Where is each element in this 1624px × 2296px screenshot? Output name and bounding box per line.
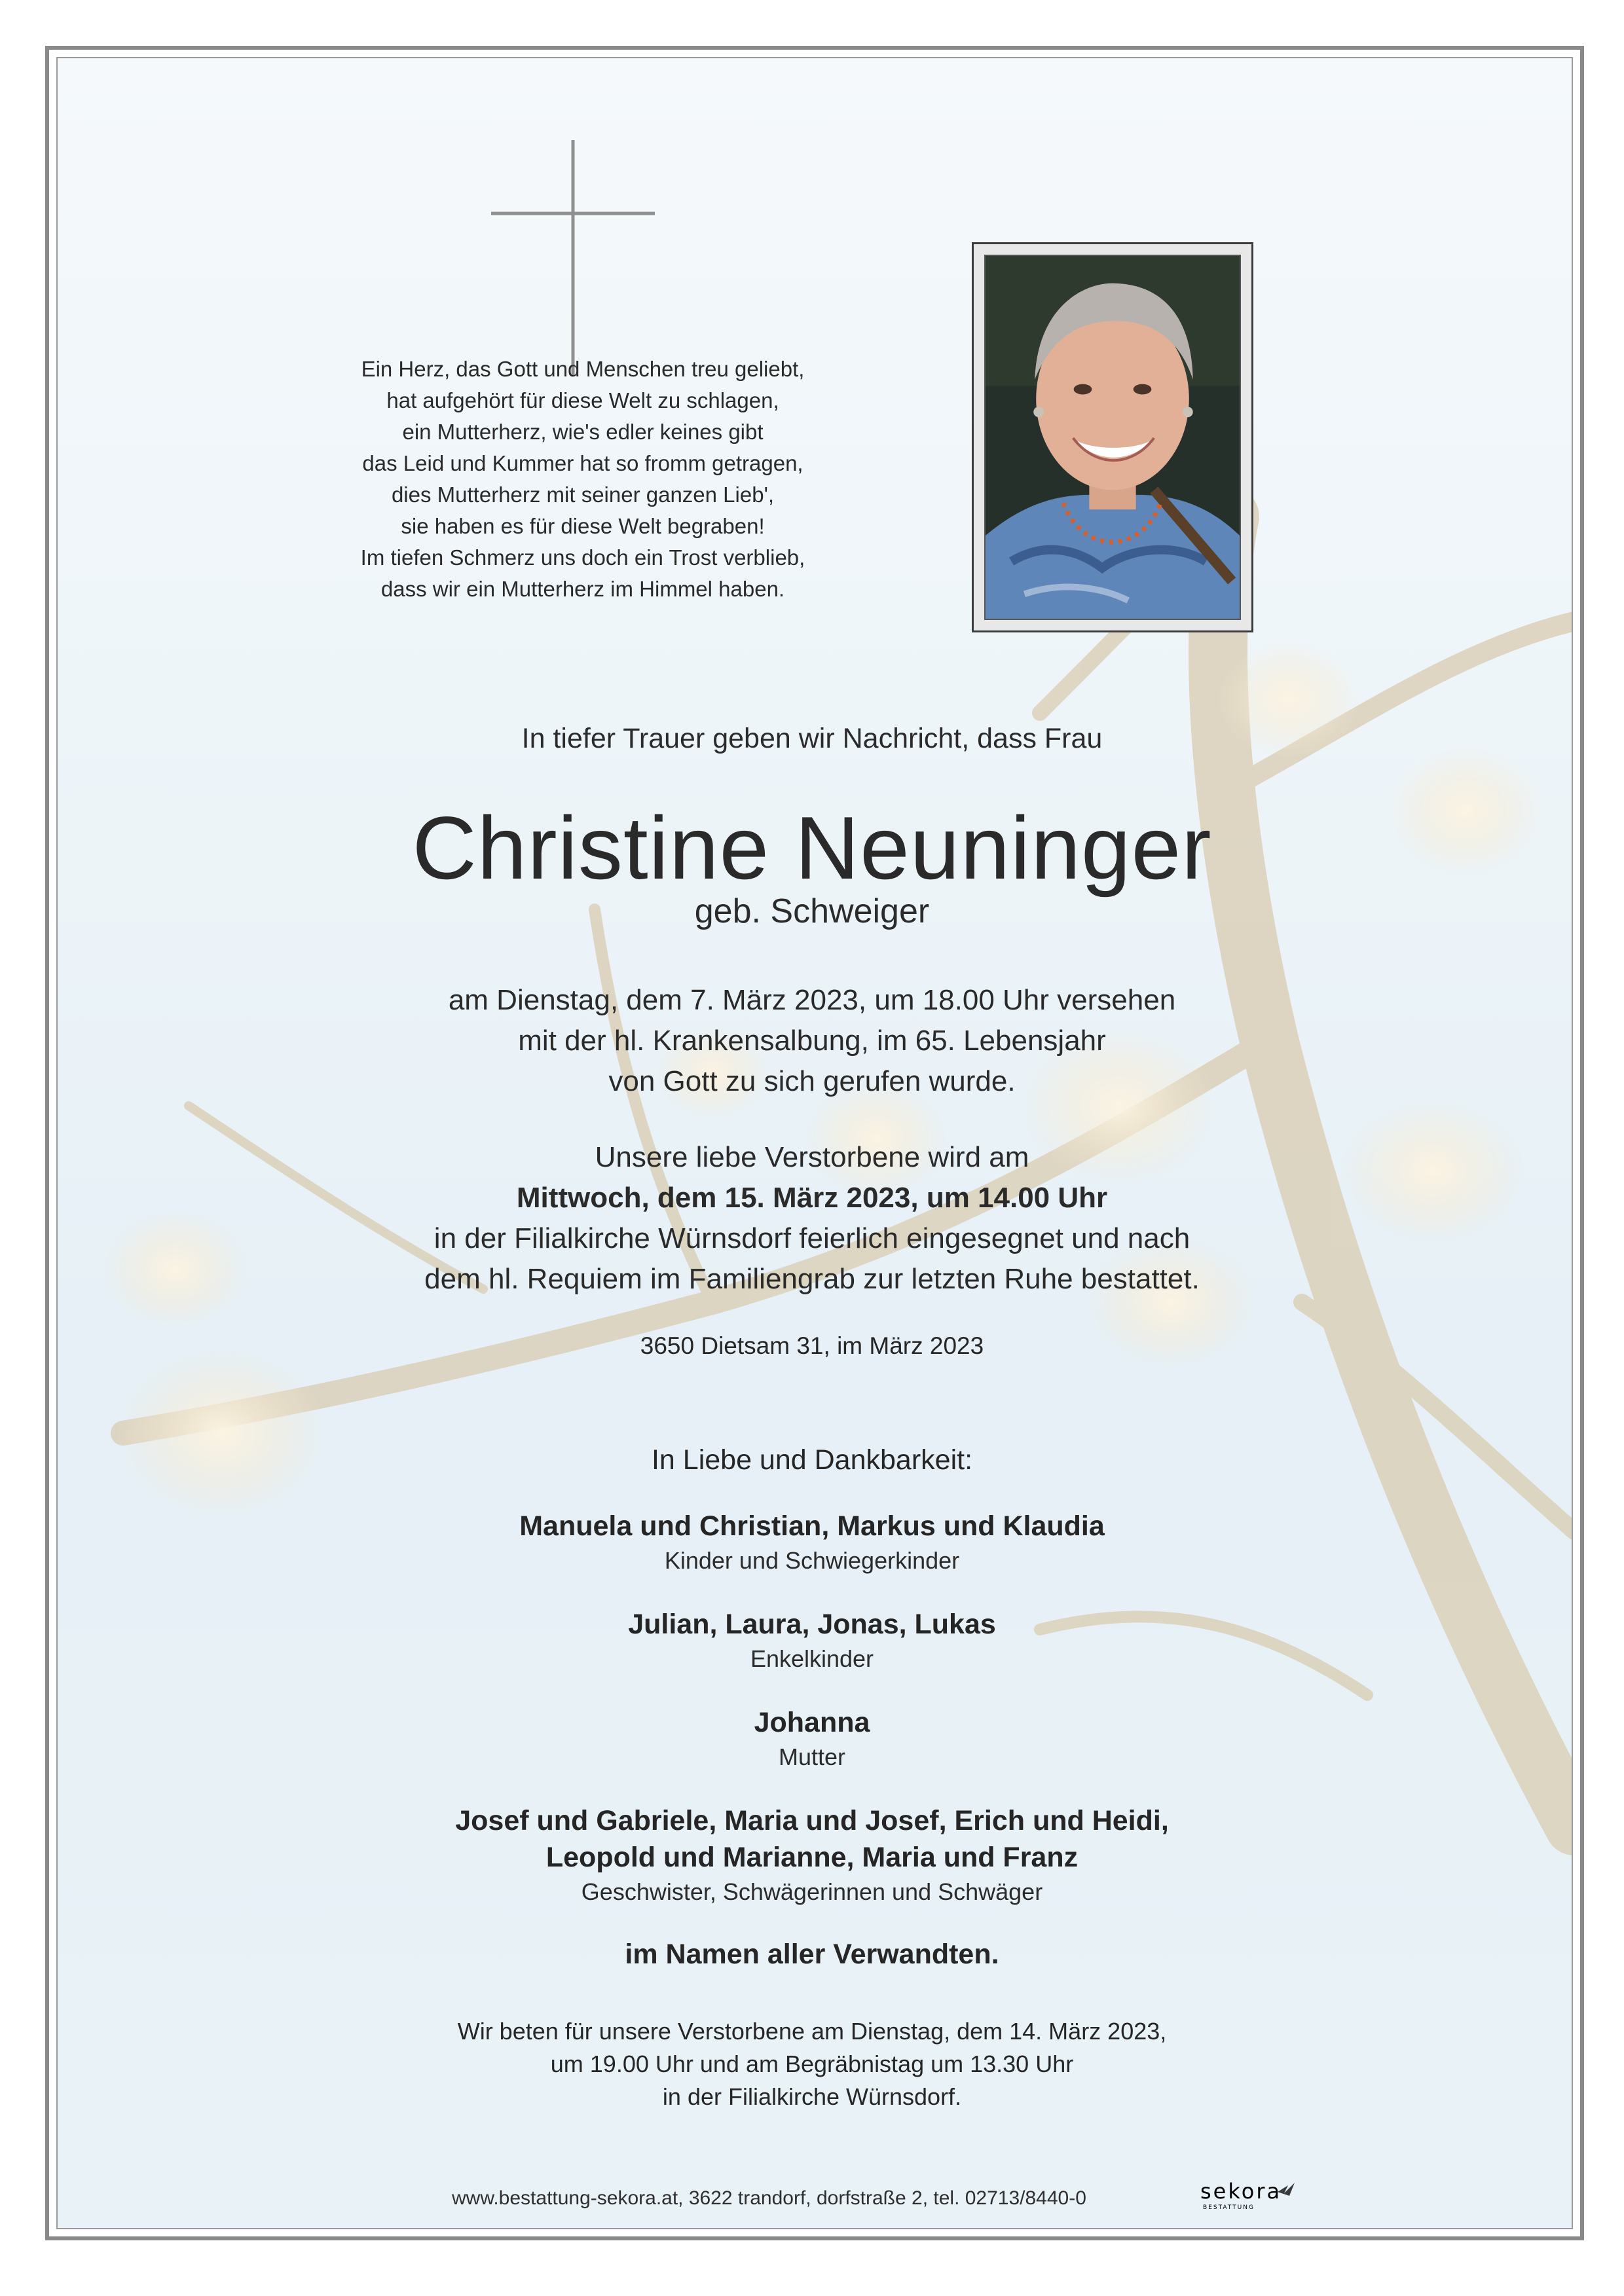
family-group	[0, 1704, 1624, 1774]
intro-text: In tiefer Trauer geben wir Nachricht, dass Frau	[521, 723, 1103, 754]
family-group	[0, 1802, 1624, 1908]
prayer-notice	[0, 2015, 1624, 2113]
poem-line: sie haben es für diese Welt begraben!	[401, 514, 765, 538]
sekora-bird-icon	[1200, 2178, 1305, 2217]
family-names: Manuela und Christian, Markus und Klaudia	[519, 1510, 1105, 1542]
maiden-name: geb. Schweiger	[694, 892, 930, 930]
family-group	[0, 1508, 1624, 1577]
poem-line: ein Mutterherz, wie's edler keines gibt	[402, 420, 764, 444]
cross-icon	[491, 140, 655, 376]
death-notice-line: mit der hl. Krankensalbung, im 65. Lebensjahr	[518, 1025, 1106, 1057]
funeral-notice	[0, 1137, 1624, 1300]
family-role: Mutter	[778, 1743, 846, 1770]
poem-line: dass wir ein Mutterherz im Himmel haben.	[380, 577, 785, 601]
logo-subtext: BESTATTUNG	[1203, 2204, 1255, 2211]
poem-line: dies Mutterherz mit seiner ganzen Lieb',	[391, 483, 775, 507]
funeral-intro: Unsere liebe Verstorbene wird am	[595, 1141, 1029, 1173]
prayer-line: Wir beten für unsere Verstorbene am Dienstag, dem 14. März 2023,	[457, 2018, 1167, 2045]
death-notice-line: von Gott zu sich gerufen wurde.	[608, 1065, 1016, 1097]
funeral-date: Mittwoch, dem 15. März 2023, um 14.00 Uhr	[516, 1182, 1108, 1214]
portrait-photo	[984, 255, 1241, 620]
family-role: Kinder und Schwiegerkinder	[664, 1547, 960, 1574]
deceased-name: Christine Neuninger	[412, 798, 1212, 898]
funeral-line: dem hl. Requiem im Familiengrab zur letzten Ruhe bestattet.	[424, 1263, 1200, 1295]
footer-contact: www.bestattung-sekora.at, 3622 trandorf, dorfstraße 2, tel. 02713/8440-0	[452, 2187, 1086, 2209]
prayer-line: in der Filialkirche Würnsdorf.	[662, 2083, 962, 2110]
death-notice	[0, 980, 1624, 1102]
death-notice-line: am Dienstag, dem 7. März 2023, um 18.00 Uhr versehen	[448, 984, 1176, 1016]
family-names: Josef und Gabriele, Maria und Josef, Erich und Heidi,	[455, 1805, 1169, 1836]
place-date: 3650 Dietsam 31, im März 2023	[640, 1332, 984, 1359]
poem	[255, 354, 910, 605]
poem-line: hat aufgehört für diese Welt zu schlagen,	[386, 388, 779, 412]
portrait-frame	[972, 242, 1253, 632]
prayer-line: um 19.00 Uhr und am Begräbnistag um 13.30 Uhr	[550, 2050, 1074, 2077]
family-names: Julian, Laura, Jonas, Lukas	[628, 1609, 996, 1640]
family-group	[0, 1606, 1624, 1675]
funeral-line: in der Filialkirche Würnsdorf feierlich eingesegnet und nach	[434, 1222, 1190, 1254]
family-heading: In Liebe und Dankbarkeit:	[651, 1444, 973, 1476]
family-names: Johanna	[754, 1707, 870, 1738]
poem-line: Ein Herz, das Gott und Menschen treu geliebt,	[361, 357, 805, 381]
family-role: Enkelkinder	[750, 1645, 874, 1672]
family-role: Geschwister, Schwägerinnen und Schwäger	[581, 1878, 1043, 1905]
family-names: Leopold und Marianne, Maria und Franz	[545, 1842, 1079, 1873]
logo-text: sekora	[1200, 2179, 1282, 2204]
poem-line: das Leid und Kummer hat so fromm getragen,	[362, 451, 803, 475]
poem-line: Im tiefen Schmerz uns doch ein Trost verblieb,	[360, 545, 805, 570]
closing-line: im Namen aller Verwandten.	[625, 1939, 999, 1970]
